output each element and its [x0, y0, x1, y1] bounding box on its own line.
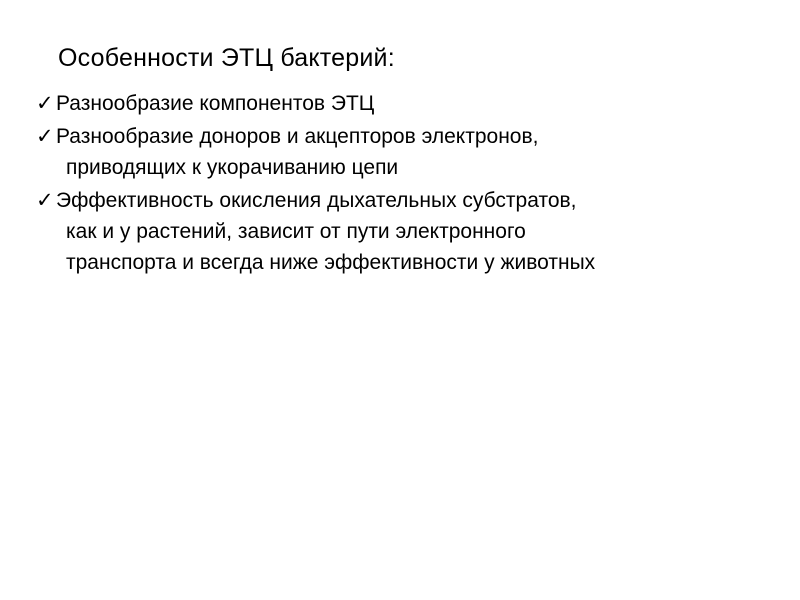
- checkmark-icon: ✓: [36, 92, 54, 115]
- list-item-line: как и у растений, зависит от пути электронного: [66, 220, 526, 243]
- list-item-line: Разнообразие доноров и акцепторов электронов,: [56, 125, 539, 148]
- list-item-text: [56, 88, 766, 119]
- list-item-line: приводящих к укорачиванию цепи: [66, 156, 399, 179]
- page-title: Особенности ЭТЦ бактерий:: [58, 44, 395, 72]
- list-item-text: [56, 185, 766, 278]
- list-item: [36, 88, 766, 119]
- list-item-line: Эффективность окисления дыхательных субстратов,: [56, 189, 577, 212]
- bullet-list: [36, 88, 766, 280]
- list-item-text: [56, 121, 766, 183]
- list-item-line: транспорта и всегда ниже эффективности у животных: [66, 251, 596, 274]
- list-item: [36, 185, 766, 278]
- checkmark-icon: ✓: [36, 125, 54, 148]
- list-item: [36, 121, 766, 183]
- list-item-line: Разнообразие компонентов ЭТЦ: [56, 92, 375, 115]
- checkmark-icon: ✓: [36, 189, 54, 212]
